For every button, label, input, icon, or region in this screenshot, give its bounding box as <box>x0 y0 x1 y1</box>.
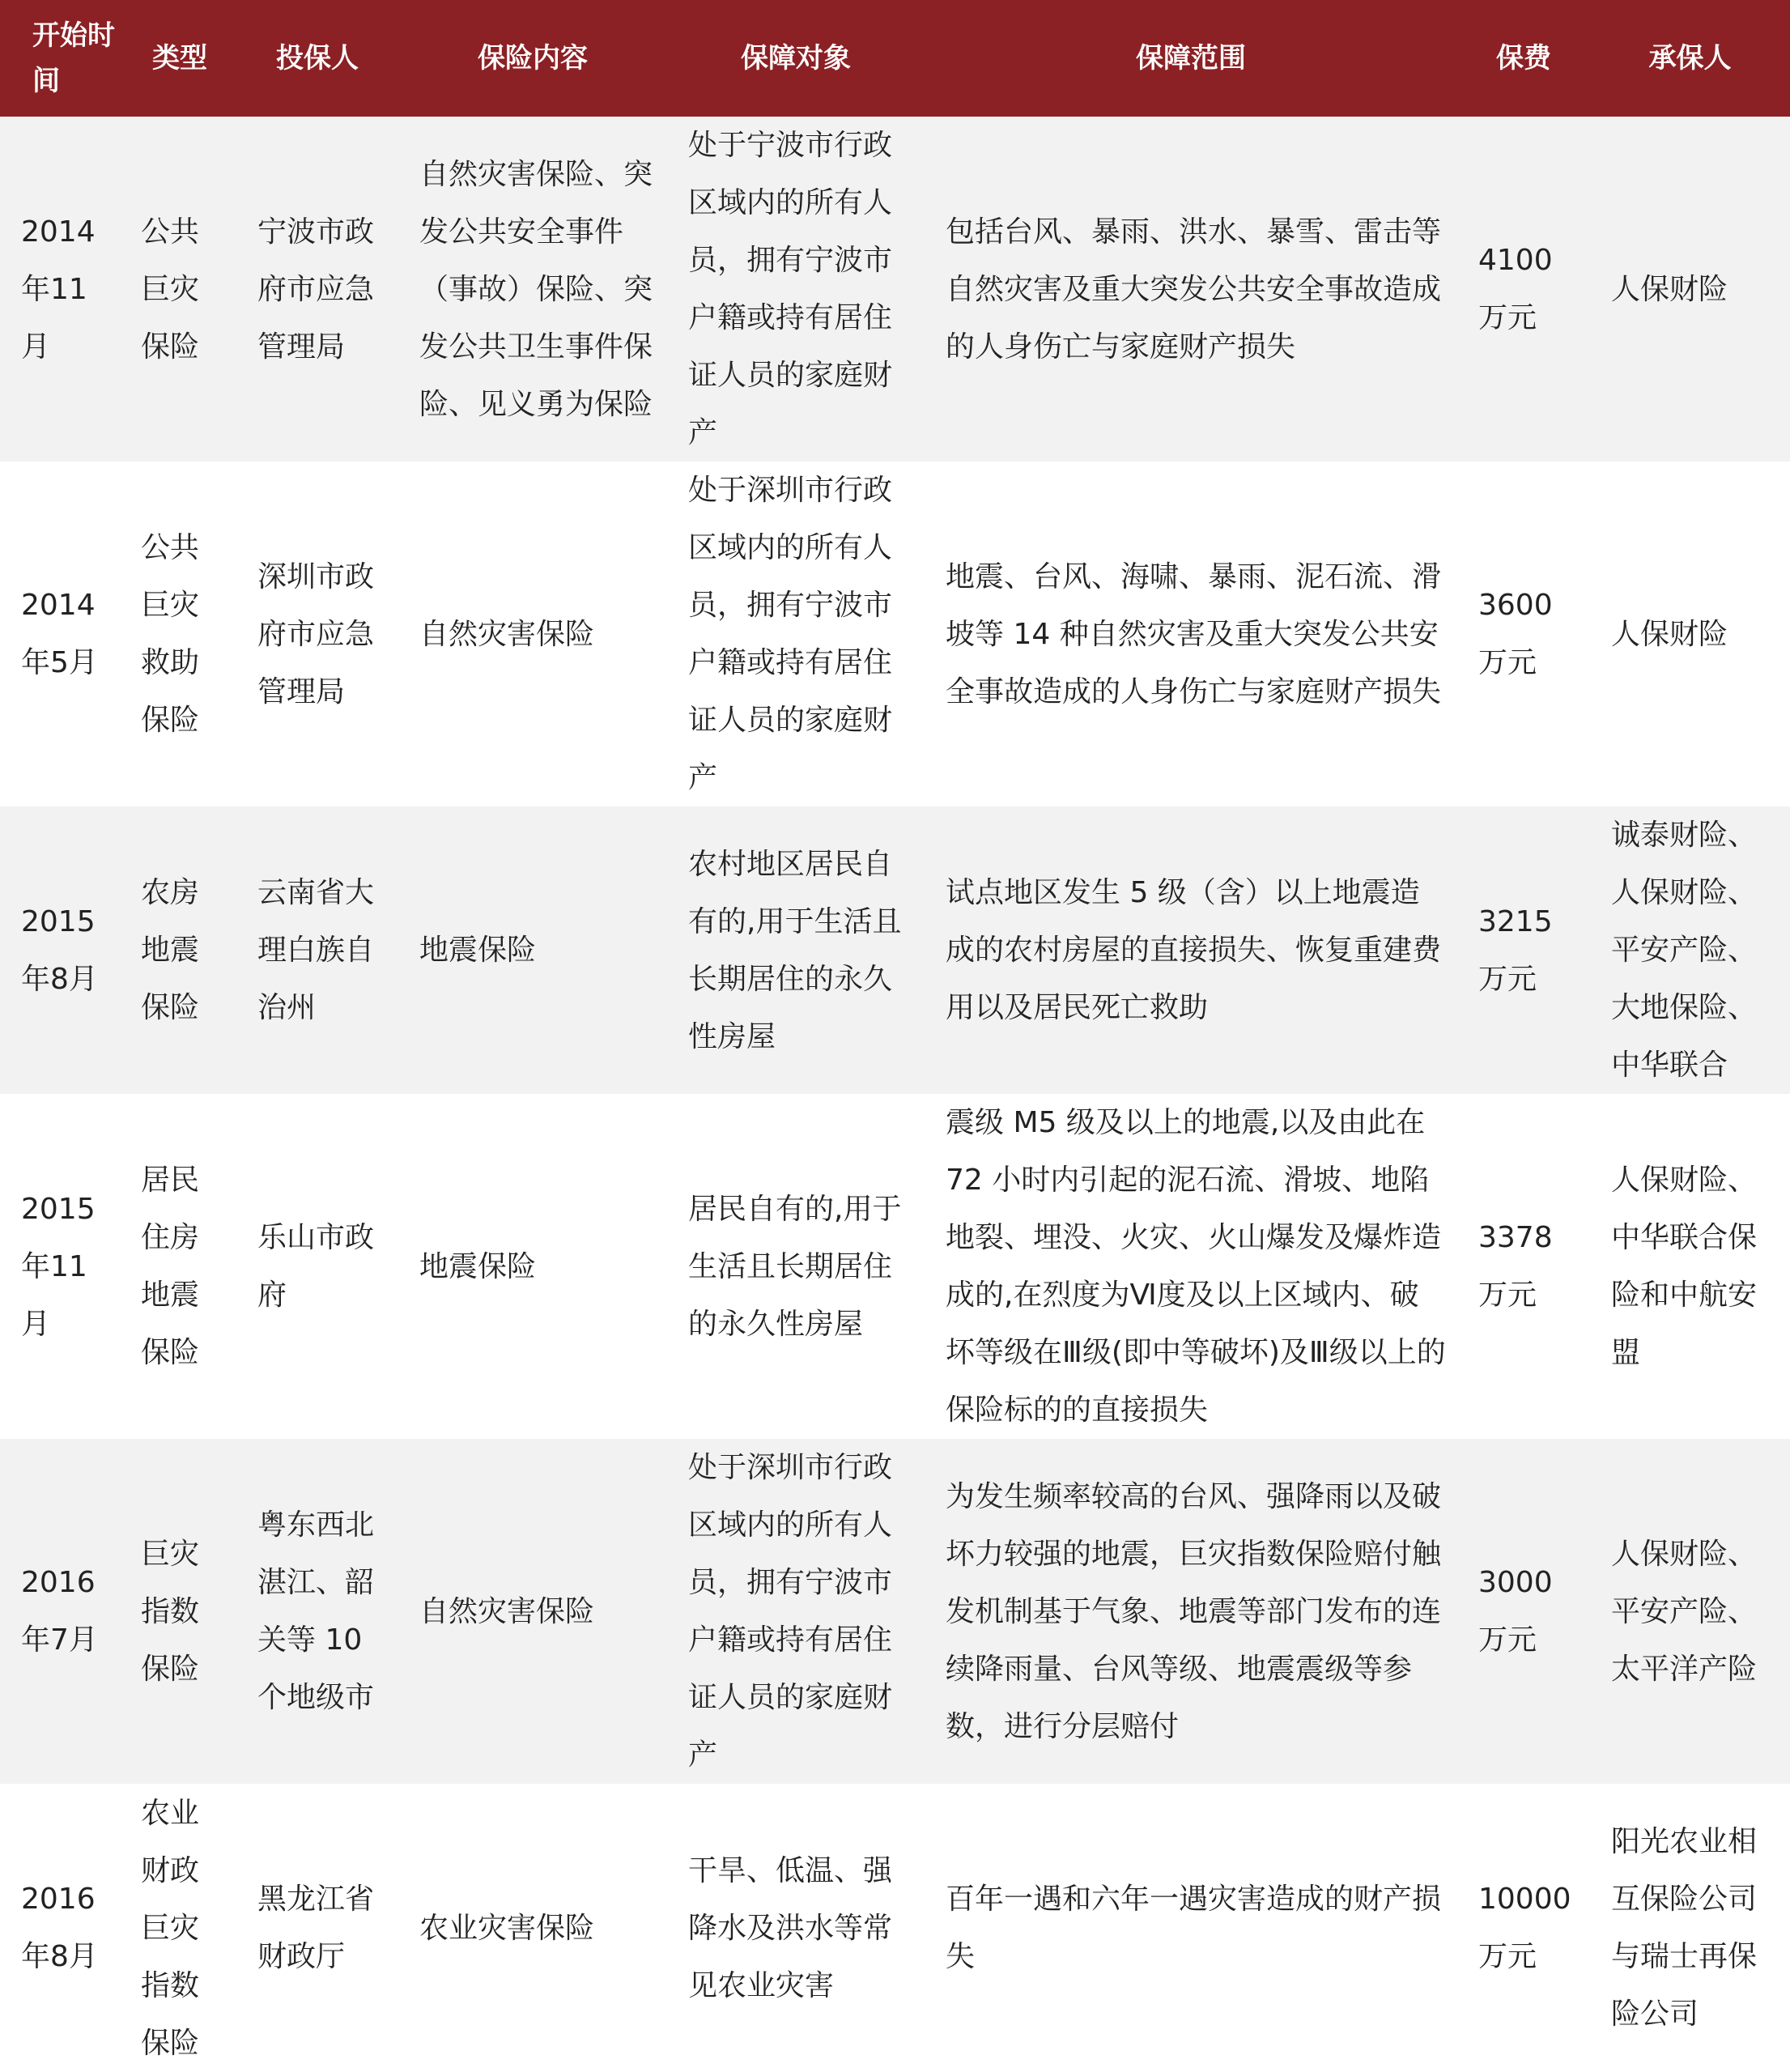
cell-start-time: 2015年11月 <box>21 1192 96 1341</box>
header-row <box>0 0 1790 117</box>
cell-insured-object: 干旱、低温、强降水及洪水等常见农业灾害 <box>688 1853 893 2002</box>
cell-coverage: 百年一遇和六年一遇灾害造成的财产损失 <box>946 1883 1442 1973</box>
cell-coverage: 地震、台风、海啸、暴雨、泥石流、滑坡等 14 种自然灾害及重大突发公共安全事故造成的人身伤亡与家庭财产损失 <box>946 559 1442 708</box>
table-row <box>0 117 1790 462</box>
cell-content: 自然灾害保险 <box>419 1594 595 1628</box>
cell-premium: 3378万元 <box>1478 1221 1553 1312</box>
cell-policyholder: 宁波市政府市应急管理局 <box>257 215 375 364</box>
cell-content: 自然灾害保险、突发公共安全事件（事故）保险、突发公共卫生事件保险、见义勇为保险 <box>419 157 653 421</box>
cell-insured-object: 农村地区居民自有的,用于生活且长期居住的永久性房屋 <box>688 847 902 1053</box>
cell-premium: 3215万元 <box>1478 904 1553 996</box>
cell-start-time: 2014年11月 <box>21 215 96 364</box>
cell-type: 巨灾指数保险 <box>141 1537 200 1686</box>
cell-premium: 3600万元 <box>1478 589 1553 679</box>
table-row <box>0 806 1790 1094</box>
cell-coverage: 为发生频率较高的台风、强降雨以及破坏力较强的地震，巨灾指数保险赔付触发机制基于气象、地震等部门发布的连续降雨量、台风等级、地震震级等参数，进行分层赔付 <box>946 1479 1442 1743</box>
cell-start-time: 2015年8月 <box>21 904 98 996</box>
cell-type: 农业财政巨灾指数保险 <box>141 1796 200 2060</box>
header-start-time: 开始时间 <box>32 19 115 97</box>
cell-start-time: 2016年7月 <box>21 1566 98 1657</box>
cell-premium: 10000万元 <box>1478 1883 1571 1973</box>
cell-insured-object: 处于宁波市行政区域内的所有人员，拥有宁波市户籍或持有居住证人员的家庭财产 <box>688 129 893 449</box>
table-row <box>0 1094 1790 1439</box>
cell-policyholder: 粤东西北湛江、韶关等 10 个地级市 <box>257 1508 375 1714</box>
header-coverage: 保障范围 <box>1136 42 1246 74</box>
cell-policyholder: 深圳市政府市应急管理局 <box>257 559 375 708</box>
cell-policyholder: 云南省大理白族自治州 <box>257 876 375 1024</box>
cell-insured-object: 处于深圳市行政区域内的所有人员，拥有宁波市户籍或持有居住证人员的家庭财产 <box>688 1451 893 1772</box>
cell-insured-object: 处于深圳市行政区域内的所有人员，拥有宁波市户籍或持有居住证人员的家庭财产 <box>688 474 893 794</box>
cell-insurer: 人保财险、中华联合保险和中航安盟 <box>1611 1164 1758 1369</box>
table-row <box>0 462 1790 806</box>
cell-start-time: 2014年5月 <box>21 589 98 679</box>
cell-content: 农业灾害保险 <box>419 1911 595 1945</box>
cell-type: 农房地震保险 <box>141 876 200 1024</box>
cell-type: 居民住房地震保险 <box>141 1164 200 1369</box>
header-type: 类型 <box>152 42 207 74</box>
cell-insured-object: 居民自有的,用于生活且长期居住的永久性房屋 <box>688 1192 902 1341</box>
cell-content: 地震保险 <box>419 1249 537 1283</box>
cell-coverage: 试点地区发生 5 级（含）以上地震造成的农村房屋的直接损失、恢复重建费用以及居民死亡救助 <box>946 876 1442 1024</box>
header-content: 保险内容 <box>478 42 588 74</box>
cell-type: 公共巨灾救助保险 <box>141 531 200 737</box>
cell-type: 公共巨灾保险 <box>141 215 200 364</box>
cell-insurer: 人保财险 <box>1611 272 1728 306</box>
cell-premium: 3000万元 <box>1478 1566 1553 1657</box>
cell-insurer: 诚泰财险、人保财险、平安产险、大地保险、中华联合 <box>1611 819 1758 1082</box>
cell-insurer: 人保财险、平安产险、太平洋产险 <box>1611 1537 1758 1686</box>
table-row <box>0 1784 1790 2072</box>
cell-coverage: 包括台风、暴雨、洪水、暴雪、雷击等自然灾害及重大突发公共安全事故造成的人身伤亡与家庭财产损失 <box>946 215 1442 364</box>
table-row <box>0 1439 1790 1784</box>
header-insured-object: 保障对象 <box>741 42 851 74</box>
cell-content: 自然灾害保险 <box>419 617 595 651</box>
cell-policyholder: 乐山市政府 <box>257 1221 375 1312</box>
header-premium: 保费 <box>1496 42 1551 74</box>
cell-policyholder: 黑龙江省财政厅 <box>257 1883 375 1973</box>
cell-insurer: 阳光农业相互保险公司与瑞士再保险公司 <box>1611 1825 1758 2031</box>
cell-insurer: 人保财险 <box>1611 617 1728 651</box>
cell-premium: 4100万元 <box>1478 244 1553 334</box>
header-insurer: 承保人 <box>1648 42 1732 74</box>
cell-content: 地震保险 <box>419 934 537 967</box>
cell-coverage: 震级 M5 级及以上的地震,以及由此在 72 小时内引起的泥石流、滑坡、地陷地裂、埋没、火灾、火山爆发及爆炸造成的,在烈度为Ⅵ度及以上区域内、破坏等级在Ⅲ级(即中等破坏)及Ⅲ级以上的保险标的的直接损失 <box>946 1106 1446 1427</box>
cell-start-time: 2016年8月 <box>21 1883 98 1973</box>
header-policyholder: 投保人 <box>276 42 359 74</box>
